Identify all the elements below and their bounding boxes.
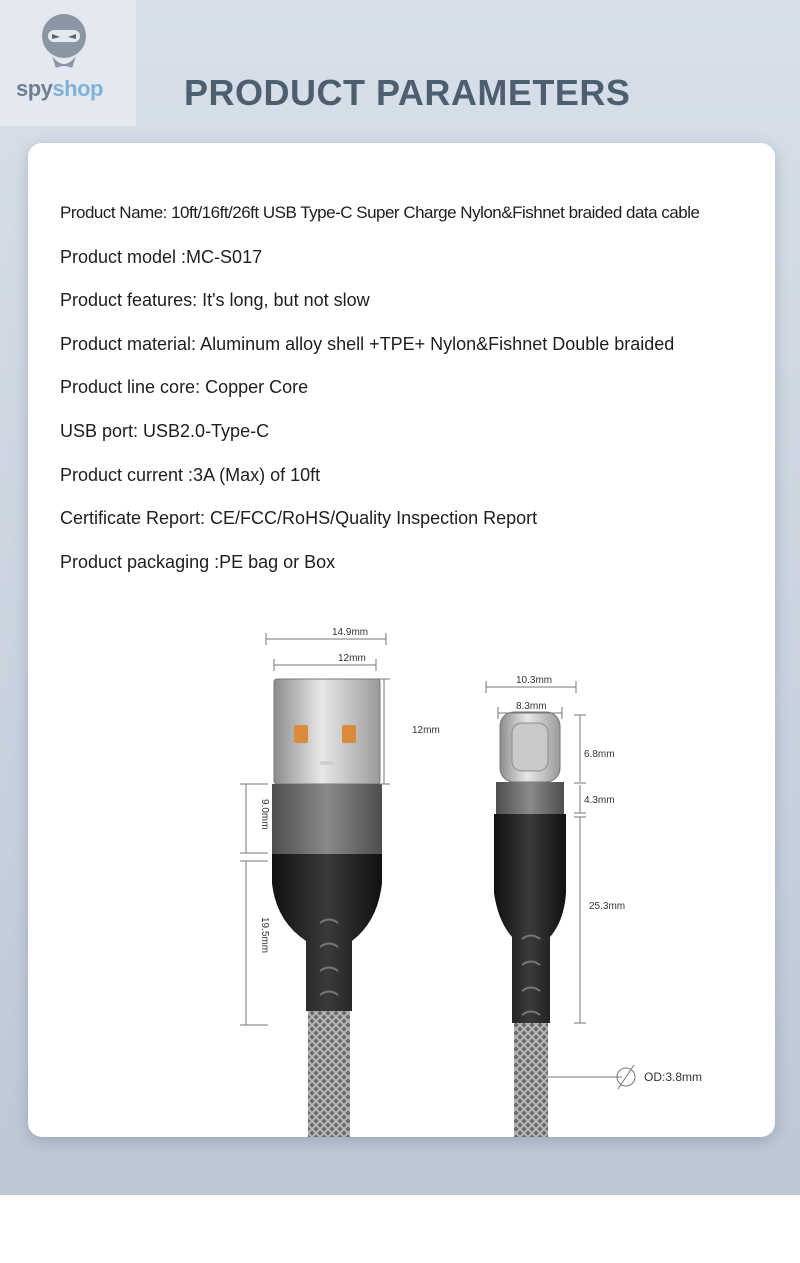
param-product-material: Product material: Aluminum alloy shell +TPE+ Nylon&Fishnet Double braided	[60, 333, 675, 354]
param-product-packaging: Product packaging :PE bag or Box	[60, 551, 336, 572]
param-certificate-report: Certificate Report: CE/FCC/RoHS/Quality Inspection Report	[60, 508, 538, 529]
type-c-connector	[494, 712, 566, 1137]
typec-grip	[494, 814, 566, 1023]
usb-pin-left	[294, 725, 308, 743]
param-usb-port: USB port: USB2.0-Type-C	[60, 420, 270, 441]
usb-plug-metal	[274, 679, 380, 784]
parameter-list	[60, 201, 770, 593]
dim-usb-total-width: 14.9mm	[332, 627, 369, 638]
brand-logo[interactable]	[0, 0, 136, 126]
parameters-card	[28, 143, 775, 1137]
dim-usb-shell-length: 9.0mm	[259, 799, 270, 830]
cable-dimension-diagram	[228, 621, 748, 1137]
usb-grip	[272, 854, 382, 1011]
dim-usb-plug-width: 12mm	[338, 653, 366, 664]
usb-a-connector	[272, 679, 382, 1137]
dim-typec-plug-length: 6.8mm	[584, 749, 615, 760]
usb-shell	[272, 784, 382, 854]
dim-typec-plug-width: 8.3mm	[516, 701, 547, 712]
logo-spy-text: spy	[16, 76, 53, 101]
param-product-features: Product features: It's long, but not slow	[60, 290, 370, 311]
dim-typec-total-width: 10.3mm	[516, 675, 553, 686]
dim-usb-plug-length: 12mm	[412, 725, 440, 736]
page-title: PRODUCT PARAMETERS	[184, 72, 631, 113]
param-product-name: Product Name: 10ft/16ft/26ft USB Type-C Super Charge Nylon&Fishnet braided data cable	[60, 203, 700, 222]
param-product-current: Product current :3A (Max) of 10ft	[60, 464, 321, 485]
logo-shop-text: shop	[52, 76, 103, 101]
typec-neck	[496, 782, 564, 814]
usb-pin-right	[342, 725, 356, 743]
dim-cable-od: OD:3.8mm	[644, 1070, 703, 1084]
usb-braided-cable	[308, 1001, 350, 1137]
dim-typec-grip-length: 25.3mm	[589, 901, 626, 912]
param-product-model: Product model :MC-S017	[60, 246, 263, 267]
ninja-mascot-icon	[38, 12, 90, 72]
dim-usb-grip-length: 19.5mm	[259, 917, 270, 954]
typec-braided-cable	[514, 1021, 548, 1137]
param-line-core: Product line core: Copper Core	[60, 377, 309, 398]
logo-wordmark	[16, 76, 103, 102]
dim-typec-neck-length: 4.3mm	[584, 795, 615, 806]
